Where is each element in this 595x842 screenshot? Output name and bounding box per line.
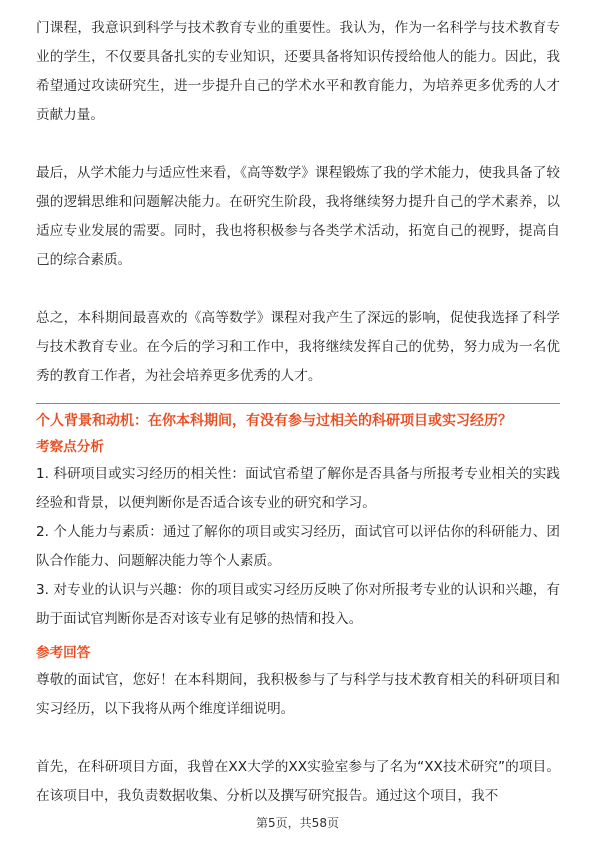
- page-footer: 第5页，共58页: [256, 816, 339, 830]
- paragraph: 总之，本科期间最喜欢的《高等数学》课程对我产生了深远的影响，促使我选择了科学与技术教育专业。在今后的学习和工作中，我将继续发挥自己的优势，努力成为一名优秀的教育工作者，为社会培养更多优秀的人才。: [36, 310, 560, 384]
- paragraph: 最后，从学术能力与适应性来看，《高等数学》课程锻炼了我的学术能力，使我具备了较强的逻辑思维和问题解决能力。在研究生阶段，我将继续努力提升自己的学术素养，以适应专业发展的需要。同时，我也将积极参与各类学术活动，拓宽自己的视野，提高自己的综合素质。: [36, 165, 560, 268]
- answer-paragraph: 尊敬的面试官，您好！在本科期间，我积极参与了与科学与技术教育相关的科研项目和实习经历，以下我将从两个维度详细说明。: [36, 672, 560, 717]
- question-title: 个人背景和动机：在你本科期间，有没有参与过相关的科研项目或实习经历？: [36, 413, 512, 429]
- answer-heading: 参考回答: [36, 645, 91, 661]
- list-item: 2. 个人能力与素质：通过了解你的项目或实习经历，面试官可以评估你的科研能力、团队合作能力、问题解决能力等个人素质。: [36, 524, 560, 569]
- answer-paragraph: 首先，在科研项目方面，我曾在XX大学的XX实验室参与了名为“XX技术研究”的项目。在该项目中，我负责数据收集、分析以及撰写研究报告。通过这个项目，我不: [36, 759, 560, 804]
- analysis-list: [36, 460, 560, 634]
- paragraph: 门课程，我意识到科学与技术教育专业的重要性。我认为，作为一名科学与技术教育专业的学生，不仅要具备扎实的专业知识，还要具备将知识传授给他人的能力。因此，我希望通过攻读研究生，进一步提升自己的学术水平和教育能力，为培养更多优秀的人才贡献力量。: [36, 20, 560, 123]
- spacer: [36, 130, 560, 159]
- page-content: [36, 14, 560, 811]
- analysis-heading: 考察点分析: [36, 439, 104, 455]
- list-item: 3. 对专业的认识与兴趣：你的项目或实习经历反映了你对所报考专业的认识和兴趣，有助于面试官判断你是否对该专业有足够的热情和投入。: [36, 582, 560, 627]
- spacer: [36, 275, 560, 304]
- spacer: [36, 724, 560, 753]
- section-divider: [36, 403, 560, 404]
- list-item: 1. 科研项目或实习经历的相关性：面试官希望了解你是否具备与所报考专业相关的实践经验和背景，以便判断你是否适合该专业的研究和学习。: [36, 466, 560, 511]
